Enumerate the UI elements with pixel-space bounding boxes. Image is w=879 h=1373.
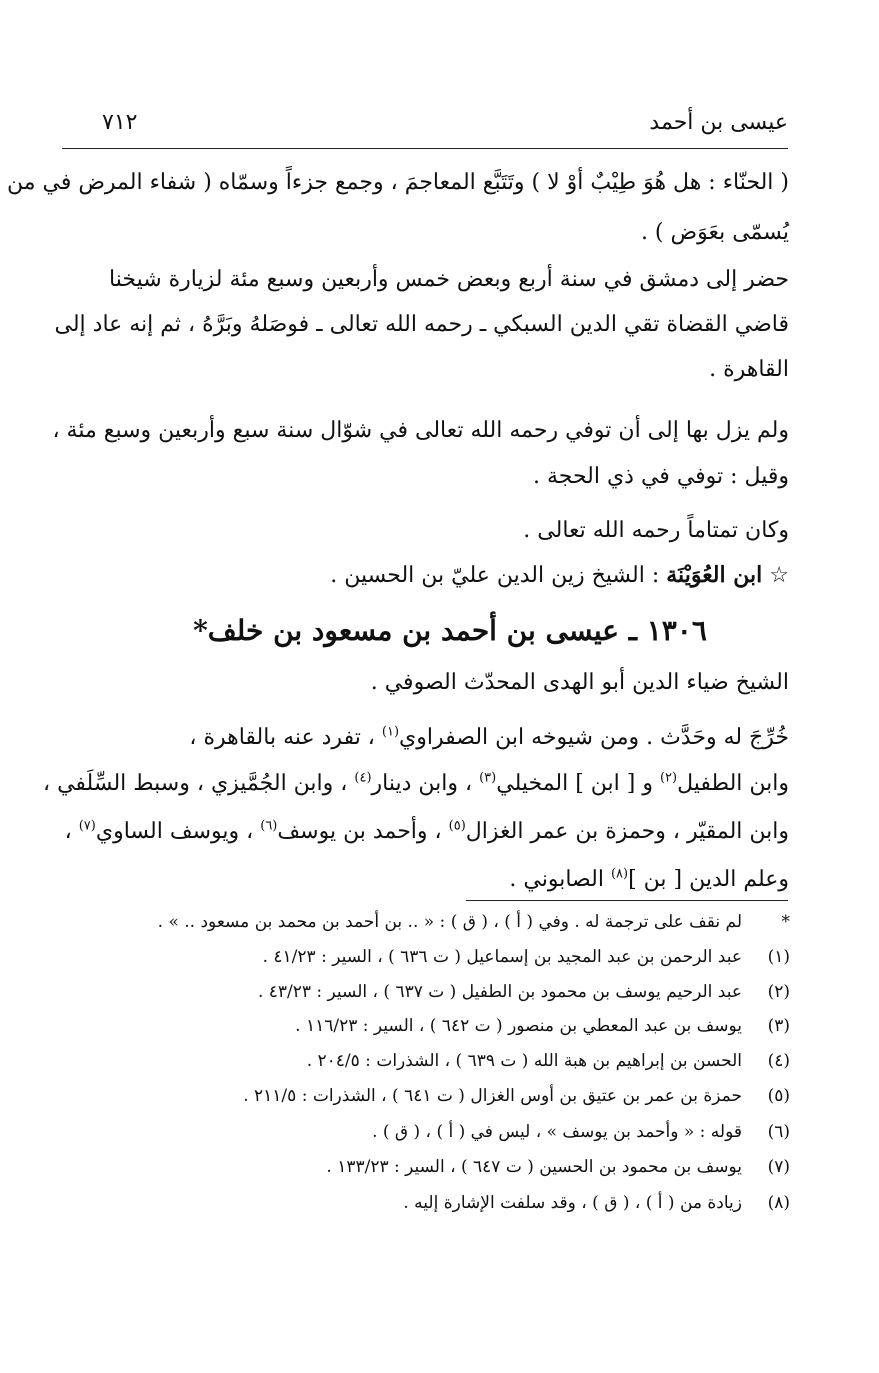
footnote-ref: (٣) (479, 770, 497, 786)
footnote-text: الحسن بن إبراهيم بن هبة الله ( ت ٦٣٩ ) ، الشذرات : ٢٠٤/٥ . (306, 1051, 742, 1071)
text-run: و [ ابن ] المخيلي (496, 771, 660, 796)
text-line: يُسمّى بعَوَض ) . (640, 220, 789, 245)
footnote (180, 1086, 790, 1106)
text-line: ( الحنّاء : هل هُوَ طِيْبٌ أوْ لا ) وتَتَبَّع المعاجمَ ، وجمع جزءاً وسمّاه ( شفاء المرض في من (6, 170, 789, 195)
text-line: قاضي القضاة تقي الدين السبكي ـ رحمه الله تعالى ـ فوصَلهُ وبَرَّهُ ، ثم إنه عاد إلى (54, 312, 789, 337)
text-run: خُرِّجَ له وحَدَّث . ومن شيوخه ابن الصفراوي (399, 725, 789, 750)
footnote (180, 1051, 790, 1071)
text-run: وعلم الدين [ بن ] (628, 867, 789, 892)
text-line (43, 770, 789, 796)
text-line: القاهرة . (709, 357, 789, 382)
footnote-ref: (٦) (260, 818, 278, 834)
text-run: ، وابن الجُمَّيزي ، وسبط السِّلَفي ، (43, 771, 355, 796)
footnote-ref: (٥) (448, 818, 466, 834)
page-header (62, 104, 788, 149)
footnote-mark: (٣) (767, 1016, 790, 1036)
footnote-text: حمزة بن عمر بن عتيق بن أوس الغزال ( ت ٦٤١ ) ، الشذرات : ٢١١/٥ . (243, 1086, 742, 1106)
text-line: وكان تمتاماً رحمه الله تعالى . (523, 518, 789, 543)
text-run: ، وأحمد بن يوسف (277, 819, 449, 844)
footnote (180, 1193, 790, 1213)
entry-heading: ١٣٠٦ ـ عيسى بن أحمد بن مسعود بن خلف* (193, 614, 707, 647)
footnote-mark: (٥) (767, 1086, 790, 1106)
text-line (66, 867, 789, 892)
text-line (66, 562, 789, 588)
footnote-ref: (٧) (78, 818, 96, 834)
footnote-mark: * (781, 912, 790, 932)
footnote-mark: (٧) (767, 1157, 790, 1177)
footnote-text: لم نقف على ترجمة له . وفي ( أ ) ، ( ق ) : « .. بن أحمد بن محمد بن مسعود .. » . (157, 912, 742, 932)
text-run: ، وابن دينار (371, 771, 480, 796)
footnote (180, 1016, 790, 1036)
footnote-ref: (٨) (610, 866, 629, 882)
footnote (180, 1157, 790, 1177)
text-run: ، تفرد عنه بالقاهرة ، (189, 725, 382, 750)
footnote-mark: (٤) (767, 1051, 790, 1071)
footnote (180, 947, 790, 967)
text-run: وابن الطفيل (677, 771, 789, 796)
footnote-ref: (٤) (354, 770, 372, 786)
text-run: ، ويوسف الساوي (95, 819, 261, 844)
footnote (180, 982, 790, 1002)
cross-ref-text: : الشيخ زين الدين عليّ بن الحسين . (330, 563, 660, 588)
footnote-divider (466, 900, 788, 901)
footnote-text: عبد الرحيم يوسف بن محمود بن الطفيل ( ت ٦٣٧ ) ، السير : ٤٣/٢٣ . (257, 982, 742, 1002)
star-icon: ☆ (769, 563, 789, 588)
footnote-mark: (٢) (767, 982, 790, 1002)
footnote-text: يوسف بن عبد المعطي بن منصور ( ت ٦٤٢ ) ، السير : ١١٦/٢٣ . (295, 1016, 742, 1036)
text-line: الشيخ ضياء الدين أبو الهدى المحدّث الصوفي . (370, 670, 789, 695)
footnote-mark: (٦) (767, 1122, 790, 1142)
cross-ref-name: ابن العُوَيْنَة (666, 562, 763, 588)
footnote (157, 912, 790, 932)
page-number: ٧١٢ (102, 110, 138, 135)
footnote-text: عبد الرحمن بن عبد المجيد بن إسماعيل ( ت ٦٣٦ ) ، السير : ٤١/٢٣ . (262, 947, 742, 967)
running-head: عيسى بن أحمد (649, 110, 788, 135)
footnote-ref: (١) (381, 724, 400, 740)
footnote-ref: (٢) (659, 770, 678, 786)
text-run: الصابوني . (509, 867, 611, 892)
text-line: ولم يزل بها إلى أن توفي رحمه الله تعالى في شوّال سنة سبع وأربعين وسبع مئة ، (52, 418, 789, 443)
footnote-mark: (٨) (767, 1193, 790, 1213)
footnote-mark: (١) (767, 947, 790, 967)
text-line (66, 725, 789, 750)
text-line (66, 819, 789, 844)
text-run: وابن المقيّر ، وحمزة بن عمر الغزال (465, 819, 789, 844)
footnote (180, 1122, 790, 1142)
text-line: وقيل : توفي في ذي الحجة . (532, 464, 789, 489)
text-run: ، (64, 819, 79, 844)
text-line: حضر إلى دمشق في سنة أربع وبعض خمس وأربعين وسبع مئة لزيارة شيخنا (109, 267, 789, 292)
footnote-text: زيادة من ( أ ) ، ( ق ) ، وقد سلفت الإشارة إليه . (403, 1193, 742, 1213)
footnote-text: يوسف بن محمود بن الحسين ( ت ٦٤٧ ) ، السير : ١٣٣/٢٣ . (326, 1157, 742, 1177)
footnote-text: قوله : « وأحمد بن يوسف » ، ليس في ( أ ) ، ( ق ) . (372, 1122, 742, 1142)
